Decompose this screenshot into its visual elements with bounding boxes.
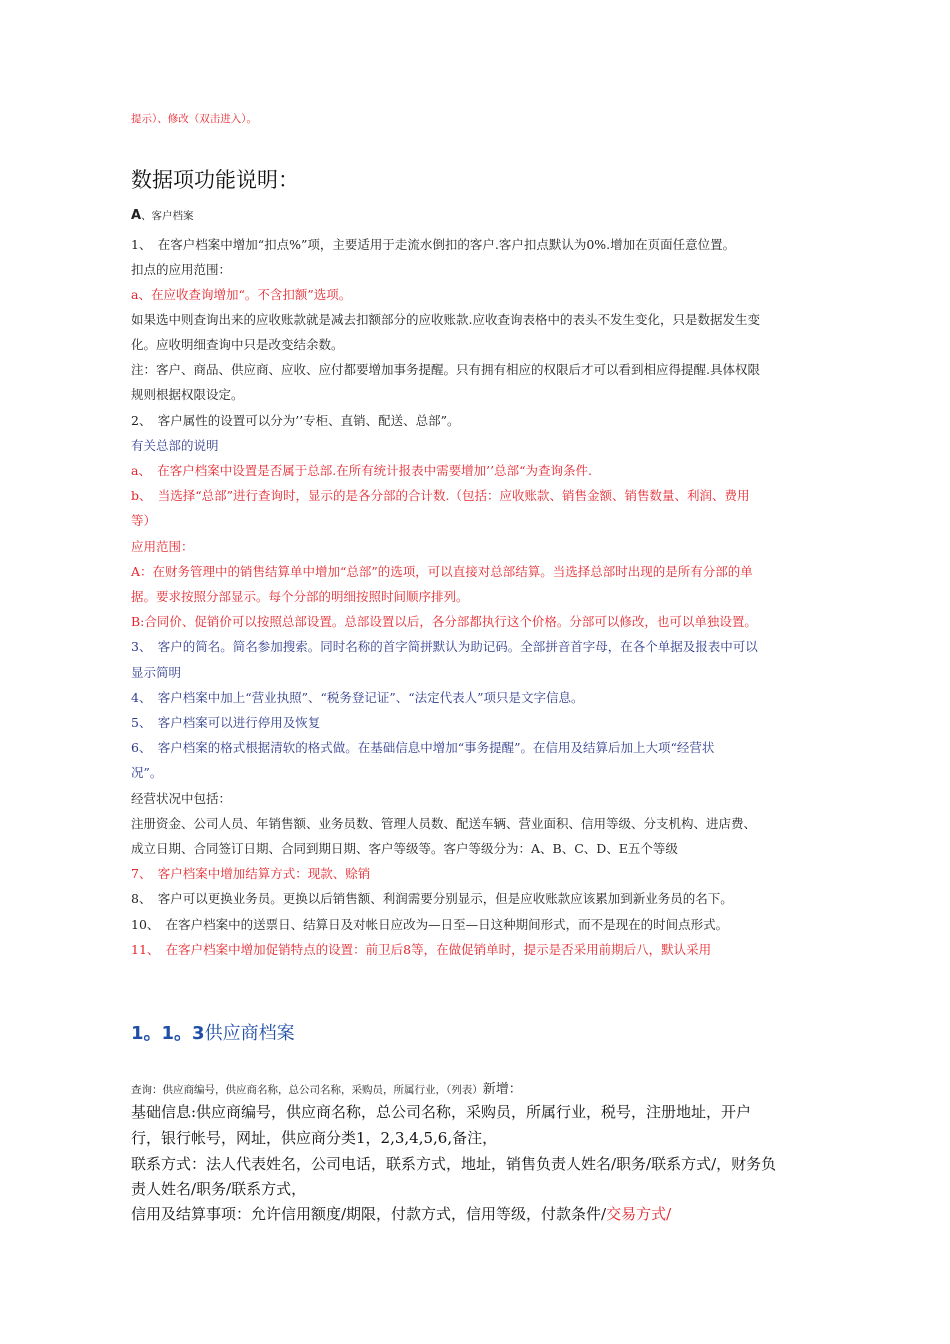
paragraph-line: 10、 在客户档案中的送票日、结算日及对帐日应改为—日至—日这种期间形式，而不是现在的时间点形式。 [131, 917, 729, 932]
paragraph-line: 如果选中则查询出来的应收账款就是减去扣额部分的应收账款.应收查询表格中的表头不发生变化，只是数据发生变 [131, 312, 760, 327]
credit-text: 信用及结算事项：允许信用额度/期限，付款方式，信用等级，付款条件/ [131, 1205, 607, 1223]
paragraph-line: 5、 客户档案可以进行停用及恢复 [131, 715, 321, 730]
paragraph-line: 等） [131, 513, 157, 528]
paragraph-line: 注册资金、公司人员、年销售额、业务员数、管理人员数、配送车辆、营业面积、信用等级、分支机构、进店费、 [131, 816, 757, 831]
paragraph-line: 8、 客户可以更换业务员。更换以后销售额、利润需要分别显示，但是应收账款应该累加到新业务员的名下。 [131, 891, 733, 906]
paragraph-line: 有关总部的说明 [131, 438, 219, 453]
contact-line: 责人姓名/职务/联系方式， [131, 1180, 307, 1198]
paragraph-line: 据。要求按照分部显示。每个分部的明细按照时间顺序排列。 [131, 589, 469, 604]
section-title: 数据项功能说明： [131, 168, 299, 192]
paragraph-line: 6、 客户档案的格式根据清软的格式做。在基础信息中增加“事务提醒”。在信用及结算后加上大项“经营状 [131, 740, 715, 755]
top-note: 提示）、修改（双击进入）。 [131, 113, 257, 125]
paragraph-line: B:合同价、促销价可以按照总部设置。总部设置以后，各分部都执行这个价格。分部可以修改，也可以单独设置。 [131, 614, 757, 629]
query-line [131, 1080, 522, 1099]
paragraph-line: 应用范围： [131, 539, 194, 554]
paragraph-line: b、 当选择“总部”进行查询时，显示的是各分部的合计数.（包括：应收账款、销售金额、销售数量、利润、费用 [131, 488, 750, 503]
new-label: 新增： [482, 1082, 522, 1097]
paragraph-line: 3、 客户的简名。简名参加搜索。同时名称的首字简拼默认为助记码。全部拼音首字母，在各个单据及报表中可以 [131, 639, 758, 654]
paragraph-line: 经营状况中包括： [131, 791, 232, 806]
paragraph-line: 11、 在客户档案中增加促销特点的设置：前卫后8等，在做促销单时，提示是否采用前期后八，默认采用 [131, 942, 712, 957]
paragraph-line: 化。应收明细查询中只是改变结余数。 [131, 337, 344, 352]
paragraph-line: a、在应收查询增加“。不含扣额”选项。 [131, 287, 352, 302]
paragraph-line: a、 在客户档案中设置是否属于总部.在所有统计报表中需要增加’’总部“为查询条件. [131, 463, 592, 478]
credit-line [131, 1203, 671, 1225]
basic-info-line: 行，银行帐号，网址，供应商分类1，2,3,4,5,6,备注， [131, 1129, 498, 1147]
basic-info-line: 基础信息:供应商编号，供应商名称，总公司名称，采购员，所属行业，税号，注册地址，开户 [131, 1103, 752, 1121]
paragraph-line: 注：客户、商品、供应商、应收、应付都要增加事务提醒。只有拥有相应的权限后才可以看到相应得提醒.具体权限 [131, 362, 760, 377]
contact-line: 联系方式：法人代表姓名，公司电话，联系方式，地址，销售负责人姓名/职务/联系方式/，财务负 [131, 1155, 777, 1173]
subsection-a-text: 、客户档案 [141, 210, 194, 222]
subsection-a-letter: A [131, 208, 142, 223]
credit-text-highlight: 交易方式/ [606, 1205, 672, 1223]
paragraph-line: 扣点的应用范围： [131, 262, 232, 277]
paragraph-line: A：在财务管理中的销售结算单中增加“总部”的选项，可以直接对总部结算。当选择总部时出现的是所有分部的单 [131, 564, 753, 579]
paragraph-line: 4、 客户档案中加上“营业执照”、“税务登记证”、“法定代表人”项只是文字信息。 [131, 690, 584, 705]
subsection-a-heading [131, 206, 194, 225]
paragraph-line: 规则根据权限设定。 [131, 387, 244, 402]
supplier-section-number: 1。1。3 [131, 1023, 205, 1044]
supplier-section-title: 供应商档案 [204, 1023, 295, 1044]
paragraph-line: 7、 客户档案中增加结算方式：现款、赊销 [131, 866, 371, 881]
paragraph-line: 成立日期、合同签订日期、合同到期日期、客户等级等。客户等级分为：A、B、C、D、E五个等级 [131, 841, 678, 856]
paragraph-line: 1、 在客户档案中增加“扣点%”项，主要适用于走流水倒扣的客户.客户扣点默认为0%.增加在页面任意位置。 [131, 237, 736, 252]
paragraph-line: 显示简明 [131, 665, 182, 680]
supplier-section-heading [131, 1021, 295, 1047]
paragraph-line: 况”。 [131, 765, 163, 780]
paragraph-line: 2、 客户属性的设置可以分为’’专柜、直销、配送、总部”。 [131, 413, 460, 428]
query-fields: 查询：供应商编号，供应商名称，总公司名称，采购员，所属行业，（列表） [131, 1084, 483, 1096]
